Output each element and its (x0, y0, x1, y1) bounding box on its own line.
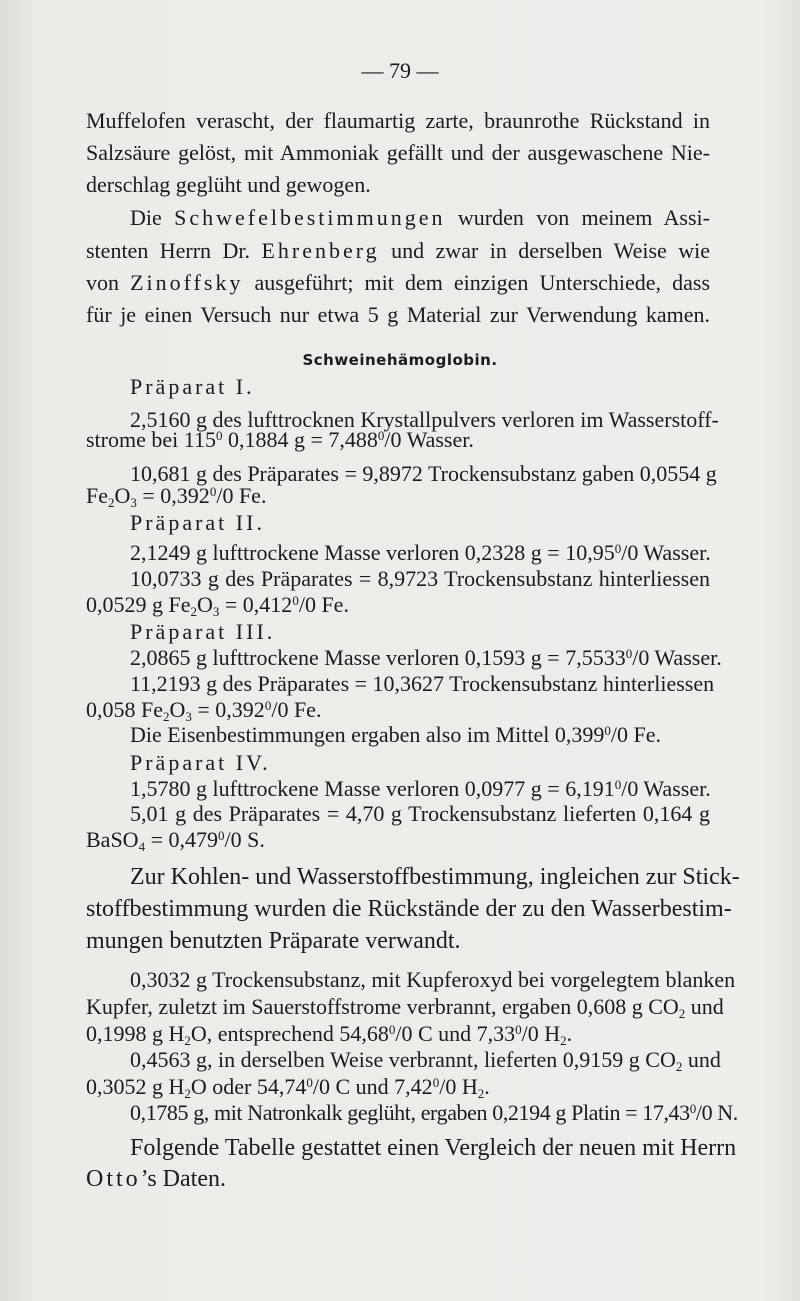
spaced-name: Otto (86, 1166, 141, 1192)
spaced-name: Schwefelbestimmungen (174, 205, 446, 230)
text-line: Muffelofen verascht, der flaumartig zarte, braunrothe Rückstand in (86, 108, 710, 133)
text-line: Salzsäure gelöst, mit Ammoniak gefällt und der ausgewaschene Nie- (86, 140, 710, 165)
text-line: mungen benutzten Präparate verwandt. (86, 928, 461, 954)
text-line: 1,5780 g lufttrockene Masse verloren 0,0977 $g = 6,191^0/0$ Wasser. (130, 776, 711, 801)
spaced-name: Ehrenberg (261, 238, 380, 263)
text-line: 5,01 g des Präparates = 4,70 g Trockensubstanz lieferten 0,164 g (130, 801, 710, 826)
text-line: von Zinoffsky ausgeführt; mit dem einzigen Unterschiede, dass (86, 270, 711, 295)
text-line: Otto’s Daten. (86, 1166, 226, 1192)
preparation-title: Präparat III. (130, 619, 276, 644)
text-line: derschlag geglüht und gewogen. (86, 172, 371, 197)
text-line: Zur Kohlen- und Wasserstoffbestimmung, ingleichen zur Stick- (130, 864, 740, 890)
text-line: stoffbestimmung wurden die Rückstände der zu den Wasserbestim- (86, 896, 732, 922)
text-line: 0,3032 g Trockensubstanz, mit Kupferoxyd bei vorgelegtem blanken (130, 967, 736, 992)
text-line: 0,1785 g, mit Natronkalk geglüht, ergaben 0,2194 g Platin = $17,43^0/0$ N. (130, 1100, 738, 1125)
spaced-name: Zinoffsky (130, 270, 244, 295)
text-line: 0,3052 g $H_2O$ oder 54,74$^0$/0 C und 7,42$^0$/0 $H_2$. (86, 1074, 490, 1101)
text-line: 2,0865 g lufttrockene Masse verloren 0,1593 $g = 7,5533^0/0$ Wasser. (130, 645, 722, 670)
text-line: BaSO$_4$ = $0,479^0/0$ S. (86, 827, 265, 854)
text-line: Folgende Tabelle gestattet einen Vergleich der neuen mit Herrn (130, 1135, 737, 1161)
text-line: Die Schwefelbestimmungen wurden von meinem Assi- (130, 205, 710, 230)
preparation-title: Präparat IV. (130, 750, 271, 775)
text-line: 11,2193 g des Präparates = 10,3627 Trockensubstanz hinterliessen (130, 671, 715, 696)
text-line: 0,4563 g, in derselben Weise verbrannt, lieferten 0,9159 g $CO_2$ und (130, 1047, 721, 1074)
text-line: stenten Herrn Dr. Ehrenberg und zwar in derselben Weise wie (86, 238, 710, 263)
text-line: 0,058 $Fe_2O_3 = 0,392^0/0$ Fe. (86, 697, 322, 724)
text-line: 10,681 g des Präparates = 9,8972 Trockensubstanz gaben 0,0554 g (130, 461, 717, 486)
text-line: 0,1998 g $H_2O$, entsprechend 54,68$^0$/0 C und 7,33$^0$/0 $H_2$. (86, 1021, 573, 1048)
section-heading: Schweinehämoglobin. (302, 351, 498, 369)
text-line: Die Eisenbestimmungen ergaben also im Mittel 0,399$^0$/0 Fe. (130, 722, 661, 747)
text-line: 10,0733 g des Präparates = 8,9723 Trockensubstanz hinterliessen (130, 566, 710, 591)
text-line: strome bei $115^0$ 0,1884 $g = 7,488^0/0$ Wasser. (86, 427, 474, 452)
text-line: Kupfer, zuletzt im Sauerstoffstrome verbrannt, ergaben 0,608 g $CO_2$ und (86, 994, 724, 1021)
text-line: $Fe_2O_3 = 0,392^0/0$ Fe. (86, 483, 267, 510)
text-line: 0,0529 g $Fe_2O_3 = 0,412^0/0$ Fe. (86, 592, 349, 619)
preparation-title: Präparat II. (130, 510, 265, 535)
page-number: — 79 — (361, 58, 439, 83)
text-line: für je einen Versuch nur etwa 5 g Material zur Verwendung kamen. (86, 302, 710, 327)
text-line: 2,1249 g lufttrockene Masse verloren 0,2328 $g = 10,95^0/0$ Wasser. (130, 540, 711, 565)
preparation-title: Präparat I. (130, 374, 255, 399)
text-line: 2,5160 g des lufttrocknen Krystallpulvers verloren im Wasserstoff- (130, 407, 719, 432)
